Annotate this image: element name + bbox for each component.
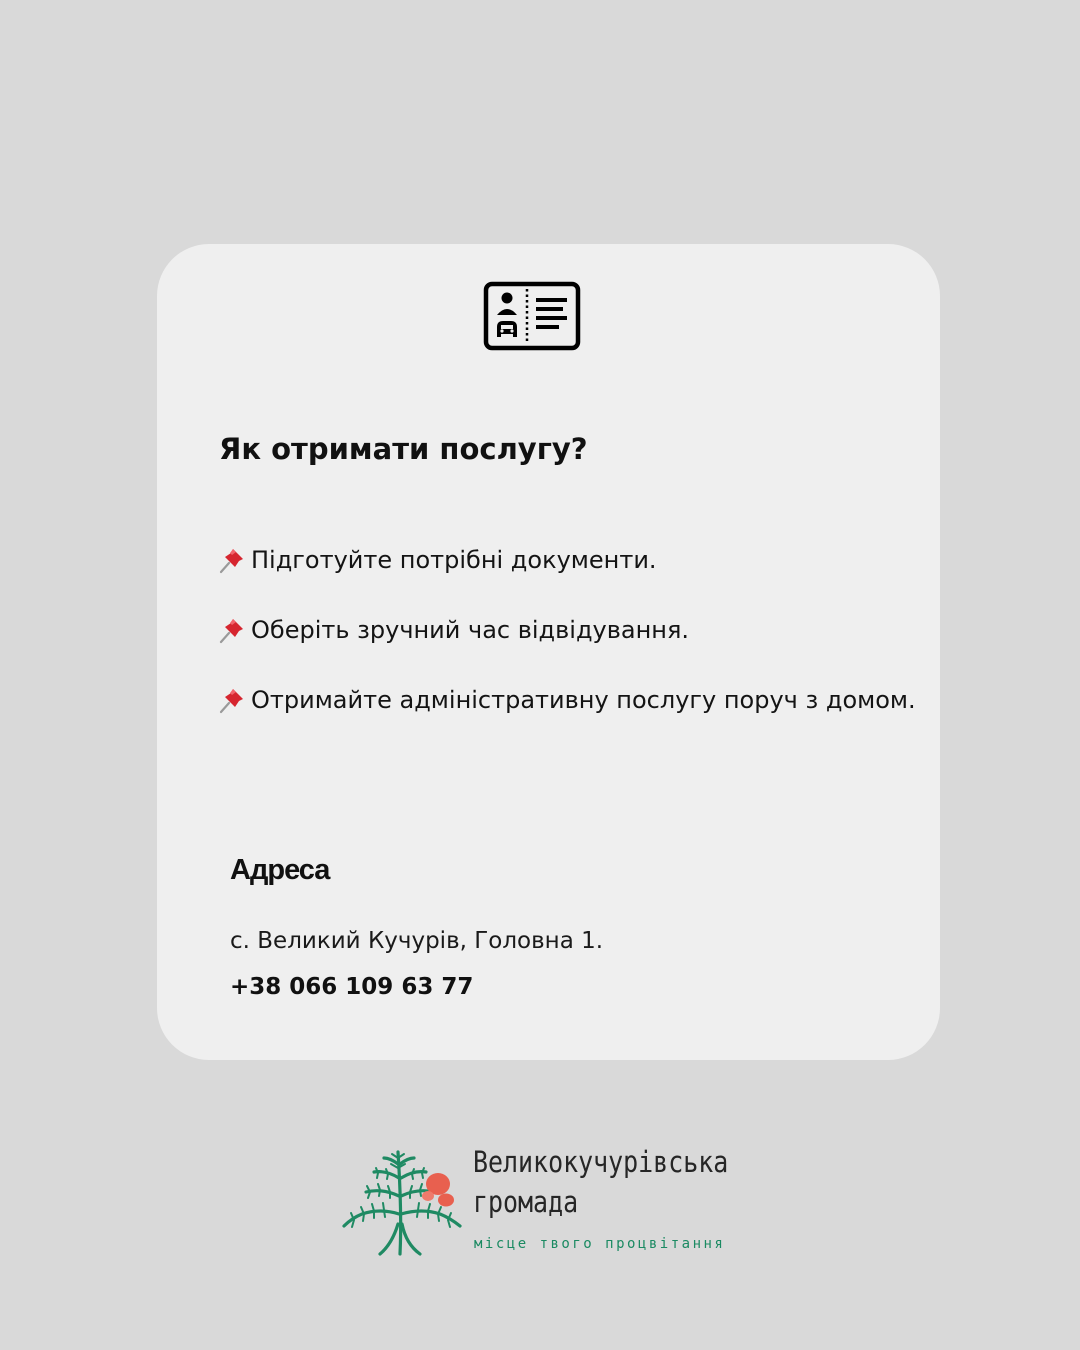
pushpin-icon [217, 685, 247, 715]
list-item [217, 540, 916, 580]
driver-license-icon [483, 281, 581, 351]
tree-logo-icon [340, 1144, 466, 1256]
pushpin-icon [217, 545, 247, 575]
step-text: Оберіть зручний час відвідування. [251, 616, 690, 644]
phone-number: +38 066 109 63 77 [230, 974, 474, 1000]
community-tagline: місце твого процвітання [474, 1236, 726, 1252]
list-item [217, 610, 916, 650]
info-card [157, 244, 940, 1060]
address-text: с. Великий Кучурів, Головна 1. [230, 928, 604, 954]
community-name-line2: громада [473, 1185, 579, 1219]
pushpin-icon [217, 615, 247, 645]
list-item [217, 680, 916, 720]
step-text: Підготуйте потрібні документи. [251, 546, 657, 574]
address-title: Адреса [230, 854, 330, 886]
steps-list [217, 540, 916, 750]
page-title: Як отримати послугу? [219, 432, 588, 466]
community-logo [340, 1140, 760, 1260]
community-name-line1: Великокучурівська [473, 1145, 729, 1179]
community-name [473, 1142, 728, 1222]
step-text: Отримайте адміністративну послугу поруч з домом. [251, 686, 916, 714]
